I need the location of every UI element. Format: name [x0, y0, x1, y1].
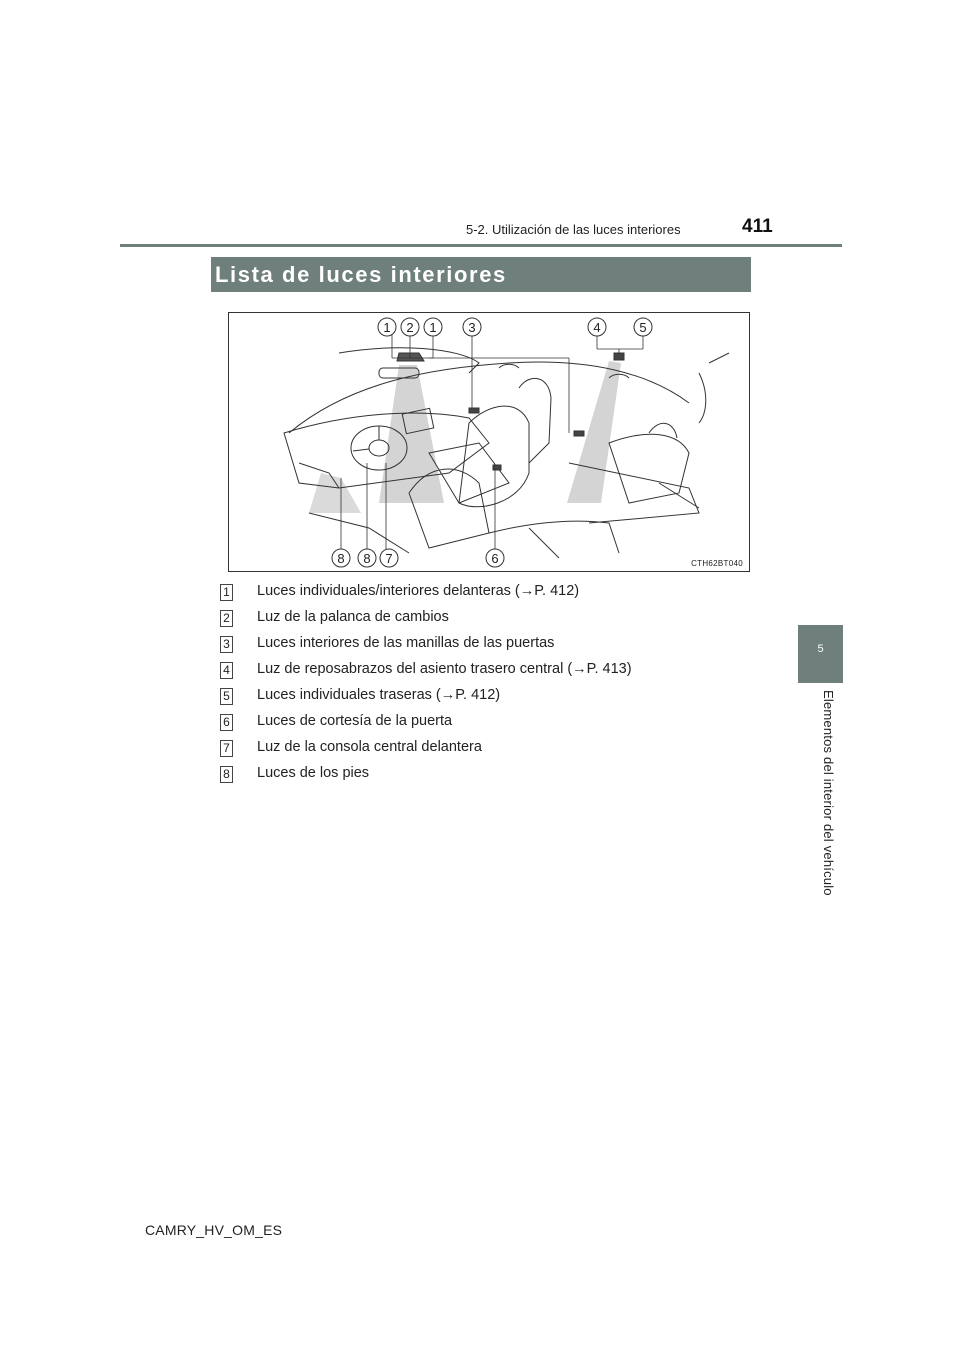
callout-top-2: [401, 318, 419, 336]
callout-label: 5: [639, 320, 647, 335]
figure-code: CTH62BT040: [691, 559, 743, 568]
legend-item: [220, 712, 740, 738]
chapter-title: Elementos del interior del vehículo: [821, 690, 836, 896]
document-code: CAMRY_HV_OM_ES: [145, 1222, 283, 1238]
legend-number: 8: [220, 766, 233, 783]
callout-top-5: [588, 318, 606, 336]
legend-number: 1: [220, 584, 233, 601]
legend-text: Luces interiores de las manillas de las puertas: [257, 635, 555, 651]
callout-bottom-4: [486, 549, 504, 567]
callout-bottom-3: [380, 549, 398, 567]
section-header: 5-2. Utilización de las luces interiores: [466, 222, 681, 237]
legend-item: [220, 660, 740, 686]
legend-number: 3: [220, 636, 233, 653]
legend-item: [220, 608, 740, 634]
callout-label: 1: [383, 320, 391, 335]
chapter-number: 5: [817, 643, 824, 655]
callout-label: 3: [468, 320, 476, 335]
callout-label: 8: [337, 551, 345, 566]
legend-text: Luz de la palanca de cambios: [257, 609, 449, 625]
legend-text: Luces individuales traseras (→P. 412): [257, 687, 501, 703]
callout-label: 7: [385, 551, 393, 566]
legend-number: 5: [220, 688, 233, 705]
callout-top-6: [634, 318, 652, 336]
section-title-bar: [211, 257, 751, 292]
legend-item: [220, 634, 740, 660]
legend-text: Luces individuales/interiores delanteras (→P. 412): [257, 583, 580, 599]
header-divider: [120, 244, 842, 247]
legend-item: [220, 738, 740, 764]
page-number: 411: [742, 216, 773, 237]
legend-text: Luces de los pies: [257, 765, 370, 781]
callout-label: 2: [406, 320, 414, 335]
callout-label: 8: [363, 551, 371, 566]
callout-top-1: [378, 318, 396, 336]
callout-top-4: [463, 318, 481, 336]
section-title: Lista de luces interiores: [215, 262, 507, 287]
chapter-tab: [798, 625, 843, 683]
callout-bottom-2: [358, 549, 376, 567]
legend-list: [220, 582, 740, 790]
legend-number: 7: [220, 740, 233, 757]
callout-bottom-1: [332, 549, 350, 567]
callout-top-3: [424, 318, 442, 336]
callout-label: 4: [593, 320, 601, 335]
car-interior-drawing: [229, 313, 750, 572]
legend-text: Luz de reposabrazos del asiento trasero central (→P. 413): [257, 661, 632, 677]
legend-item: [220, 686, 740, 712]
callout-label: 1: [429, 320, 437, 335]
legend-item: [220, 764, 740, 790]
legend-item: [220, 582, 740, 608]
callout-label: 6: [491, 551, 499, 566]
legend-number: 6: [220, 714, 233, 731]
legend-number: 2: [220, 610, 233, 627]
legend-text: Luces de cortesía de la puerta: [257, 713, 453, 729]
legend-text: Luz de la consola central delantera: [257, 739, 482, 755]
legend-number: 4: [220, 662, 233, 679]
interior-lights-illustration: [228, 312, 750, 572]
